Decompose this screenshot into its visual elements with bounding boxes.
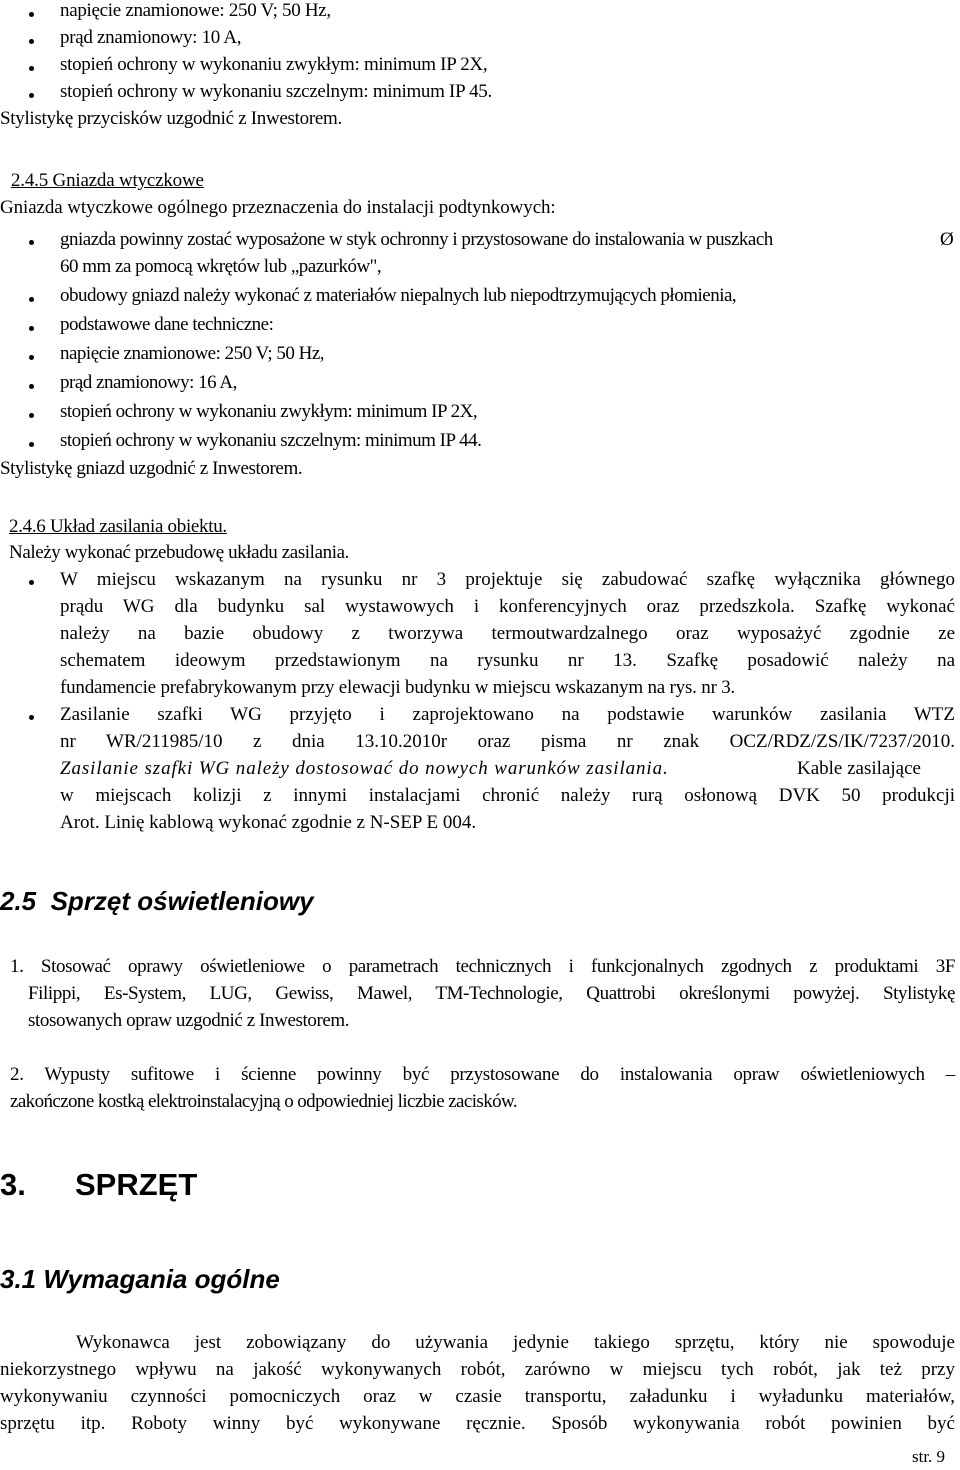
chapter-number: 3.	[0, 1167, 26, 1202]
list-item: napięcie znamionowe: 250 V; 50 Hz,	[60, 343, 325, 364]
section-heading: 2.5 Sprzęt oświetleniowy	[0, 886, 314, 916]
paragraph-line: Kable zasilające	[797, 758, 921, 779]
paragraph-line: zakończone kostką elektroinstalacyjną o odpowiedniej liczbie zacisków.	[10, 1091, 518, 1112]
paragraph-line: prądu WG dla budynku sal wystawowych i konferencyjnych oraz przedszkola. Szafkę wykonać	[60, 596, 955, 617]
bullet	[29, 240, 34, 245]
section-heading: 2.4.5 Gniazda wtyczkowe	[11, 170, 204, 191]
paragraph-line: Wykonawca jest zobowiązany do używania jedynie takiego sprzętu, który nie spowoduje	[76, 1332, 955, 1353]
paragraph-line: Zasilanie szafki WG przyjęto i zaprojektowano na podstawie warunków zasilania WTZ	[60, 704, 955, 725]
bullet	[29, 326, 34, 331]
italic-requirement: Zasilanie szafki WG należy dostosować do nowych warunków zasilania.	[60, 758, 669, 779]
list-item: stopień ochrony w wykonaniu szczelnym: minimum IP 45.	[60, 81, 492, 102]
paragraph-line: należy na bazie obudowy z tworzywa termoutwardzalnego oraz wyposażyć zgodnie ze	[60, 623, 955, 644]
list-item: stopień ochrony w wykonaniu zwykłym: minimum IP 2X,	[60, 54, 488, 75]
note-text: Stylistykę przycisków uzgodnić z Inwestorem.	[0, 108, 342, 129]
bullet	[29, 715, 34, 720]
paragraph-line: Arot. Linię kablową wykonać zgodnie z N-SEP E 004.	[60, 812, 477, 833]
section-heading: 3.1 Wymagania ogólne	[0, 1264, 280, 1294]
bullet	[29, 413, 34, 418]
section-intro: Należy wykonać przebudowę układu zasilania.	[9, 542, 349, 563]
paragraph-line: schematem ideowym przedstawionym na rysunku nr 13. Szafkę posadowić należy na	[60, 650, 955, 671]
list-item: gniazda powinny zostać wyposażone w styk ochronny i przystosowane do instalowania w puszkach	[60, 229, 773, 250]
paragraph-line: wykonywaniu czynności pomocniczych oraz w czasie transportu, załadunku i wyładunku materiałów,	[0, 1386, 955, 1407]
bullet	[29, 12, 34, 17]
paragraph-line: niekorzystnego wpływu na jakość wykonywanych robót, zarówno w miejscu tych robót, jak też przy	[0, 1359, 955, 1380]
bullet	[29, 66, 34, 71]
list-item: prąd znamionowy: 16 A,	[60, 372, 237, 393]
bullet	[29, 297, 34, 302]
paragraph-line: W miejscu wskazanym na rysunku nr 3 projektuje się zabudować szafkę wyłącznika głównego	[60, 569, 955, 590]
bullet	[29, 442, 34, 447]
paragraph-line: nr WR/211985/10 z dnia 13.10.2010r oraz pisma nr znak OCZ/RDZ/ZS/IK/7237/2010.	[60, 731, 955, 752]
list-item: napięcie znamionowe: 250 V; 50 Hz,	[60, 0, 331, 21]
chapter-title: SPRZĘT	[75, 1167, 198, 1202]
bullet	[29, 384, 34, 389]
list-item: stopień ochrony w wykonaniu zwykłym: minimum IP 2X,	[60, 401, 478, 422]
bullet	[29, 39, 34, 44]
list-item: obudowy gniazd należy wykonać z materiałów niepalnych lub niepodtrzymujących płomienia,	[60, 285, 737, 306]
list-item: podstawowe dane techniczne:	[60, 314, 274, 335]
paragraph-line: 2. Wypusty sufitowe i ścienne powinny być przystosowane do instalowania opraw oświetleniowych –	[10, 1064, 955, 1085]
section-intro: Gniazda wtyczkowe ogólnego przeznaczenia do instalacji podtynkowych:	[0, 197, 556, 218]
paragraph-line: w miejscach kolizji z innymi instalacjami chronić należy rurą osłonową DVK 50 produkcji	[60, 785, 955, 806]
paragraph-line: fundamencie prefabrykowanym przy elewacji budynku w miejscu wskazanym na rys. nr 3.	[60, 677, 736, 698]
list-item: prąd znamionowy: 10 A,	[60, 27, 242, 48]
paragraph-line: 1. Stosować oprawy oświetleniowe o parametrach technicznych i funkcjonalnych zgodnych z produktami 3F	[10, 956, 955, 977]
bullet	[29, 355, 34, 360]
paragraph-line: Filippi, Es-System, LUG, Gewiss, Mawel, TM-Technologie, Quattrobi określonymi powyżej. Stylistykę	[28, 983, 955, 1004]
bullet	[29, 93, 34, 98]
bullet	[29, 580, 34, 585]
paragraph-line: stosowanych opraw uzgodnić z Inwestorem.	[28, 1010, 350, 1031]
note-text: Stylistykę gniazd uzgodnić z Inwestorem.	[0, 458, 303, 479]
list-item-continuation: 60 mm za pomocą wkrętów lub „pazurków",	[60, 256, 382, 277]
list-item: stopień ochrony w wykonaniu szczelnym: minimum IP 44.	[60, 430, 482, 451]
page-number: str. 9	[912, 1447, 946, 1466]
paragraph-line: sprzętu itp. Roboty winny być wykonywane ręcznie. Sposób wykonywania robót powinien być	[0, 1413, 955, 1434]
section-heading: 2.4.6 Układ zasilania obiektu.	[9, 516, 227, 537]
diameter-symbol: Ø	[940, 229, 954, 250]
